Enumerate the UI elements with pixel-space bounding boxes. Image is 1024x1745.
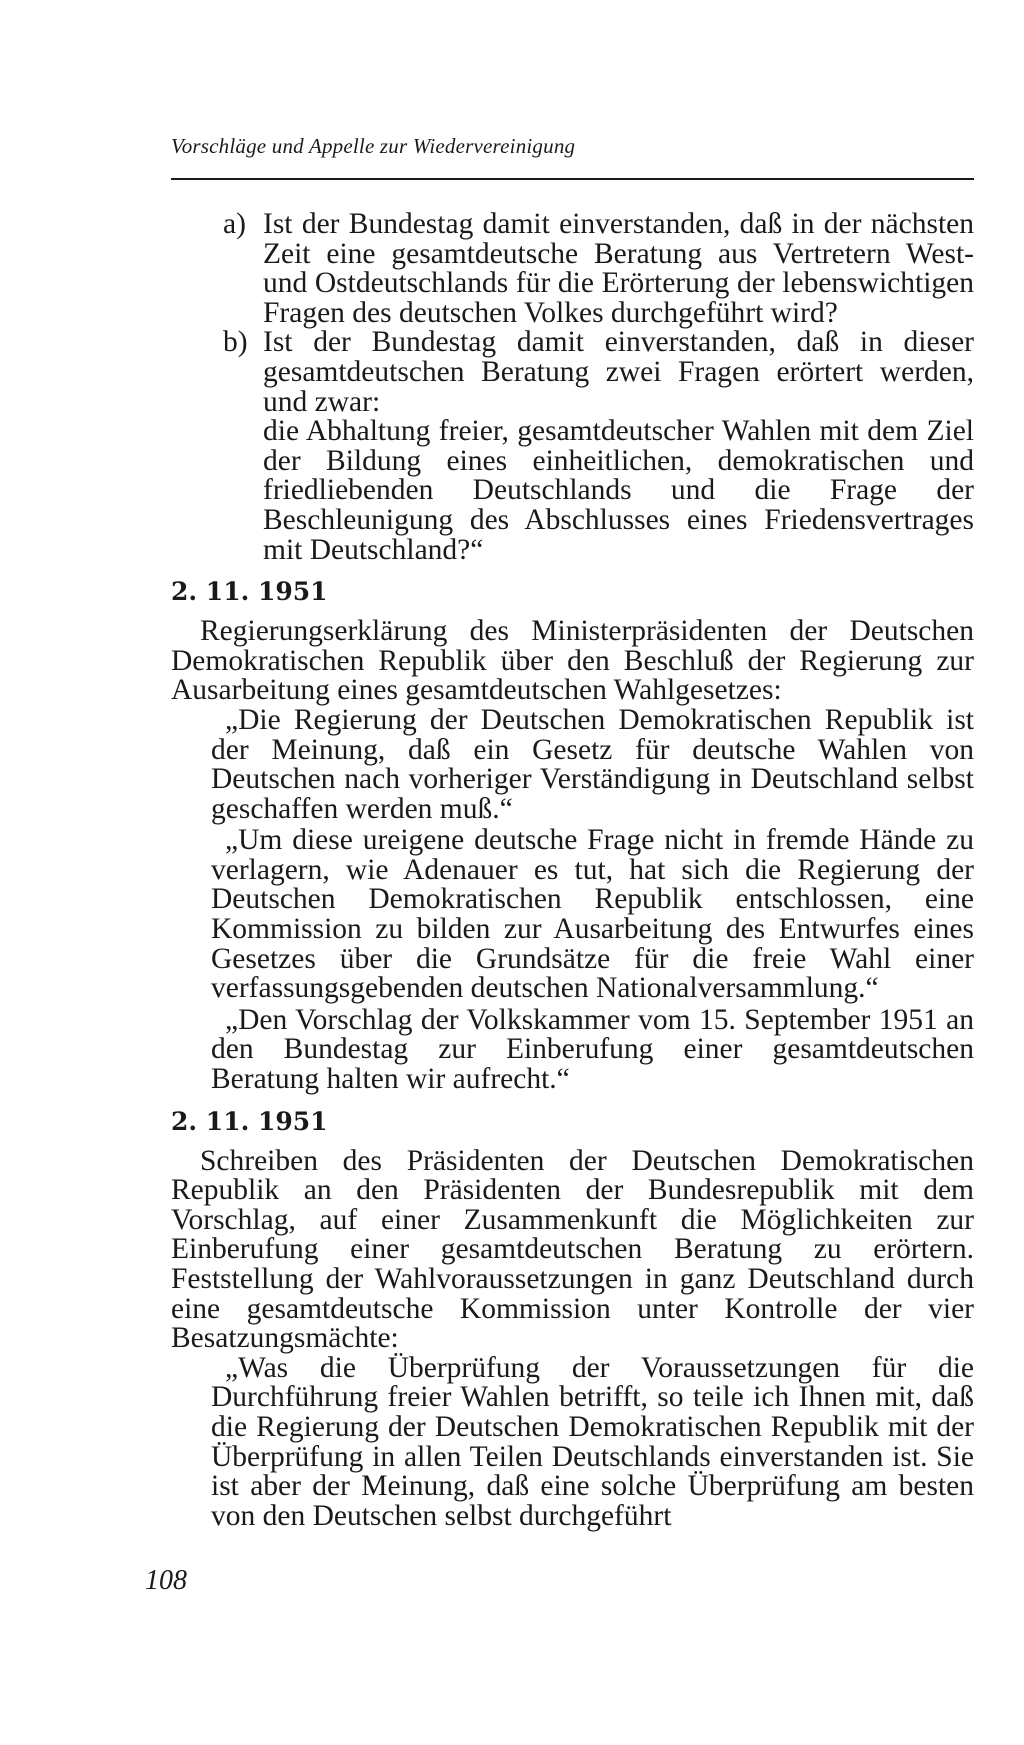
question-text: Ist der Bundestag damit einverstanden, daß in dieser gesamtdeutschen Beratung zwei Fragen erörtert werden, und zwar: [263,326,974,418]
entry-quote: „Was die Überprüfung der Voraussetzungen für die Durchführung freier Wahlen betrifft, so teile ich Ihnen mit, daß die Regierung der Deutschen Demokratischen Republik mit der Überprüfung in allen Teilen Deutschlands einverstanden ist. Sie ist aber der Meinung, daß eine solche Überprüfung am besten von den Deutschen selbst durchgeführt [211,1351,974,1532]
entry-date: 2. 11. 1951 [171,1106,328,1136]
entry-intro: Regierungserklärung des Ministerpräsidenten der Deutschen Demokratischen Republik über den Beschluß der Regierung zur Ausarbeitung eines gesamtdeutschen Wahlgesetzes: [171,615,974,707]
page-number: 108 [145,1565,187,1596]
question-b [171,328,974,417]
entry-quote: „Die Regierung der Deutschen Demokratischen Republik ist der Meinung, daß ein Gesetz für deutsche Wahlen von Deutschen nach vorheriger Verständigung in Deutschland selbst geschaffen werden muß.“ [211,703,974,825]
question-marker: b) [223,326,248,359]
entry-intro: Schreiben des Präsidenten der Deutschen Demokratischen Republik an den Präsidenten der Bundesrepublik mit dem Vorschlag, auf einer Zusammenkunft die Möglichkeiten zur Einberufung einer gesamtdeutschen Beratung zu erörtern. Feststellung der Wahlvoraussetzungen in ganz Deutschland durch eine gesamtdeutsche Kommission unter Kontrolle der vier Besatzungsmächte: [171,1144,974,1355]
header-rule [171,178,974,180]
entry-quote: „Um diese ureigene deutsche Frage nicht in fremde Hände zu verlagern, wie Adenauer es tut, hat sich die Regierung der Deutschen Demokratischen Republik entschlossen, eine Kommission zu bilden zur Ausarbeitung des Entwurfes eines Gesetzes über die Grundsätze für die freie Wahl einer verfassungsgebenden deutschen Nationalversammlung.“ [211,824,974,1005]
entry-quote: „Den Vorschlag der Volkskammer vom 15. September 1951 an den Bundestag zur Einberufung einer gesamtdeutschen Beratung halten wir aufrecht.“ [211,1003,974,1096]
running-title: Vorschläge und Appelle zur Wiedervereinigung [171,134,576,158]
page-body [171,210,974,1531]
question-b-continuation: die Abhaltung freier, gesamtdeutscher Wahlen mit dem Ziel der Bildung eines einheitlichen, demokratischen und friedliebenden Deutschlands und die Frage der Beschleunigung des Abschlusses eines Friedensvertrages mit Deutschland?“ [263,415,974,566]
question-text: Ist der Bundestag damit einverstanden, daß in der nächsten Zeit eine gesamtdeutsche Beratung aus Vertretern West- und Ostdeutschlands für die Erörterung der lebenswichtigen Fragen des deutschen Volkes durchgeführt wird? [263,208,974,329]
question-a [171,210,974,328]
entry-date: 2. 11. 1951 [171,577,328,607]
question-marker: a) [223,208,246,240]
